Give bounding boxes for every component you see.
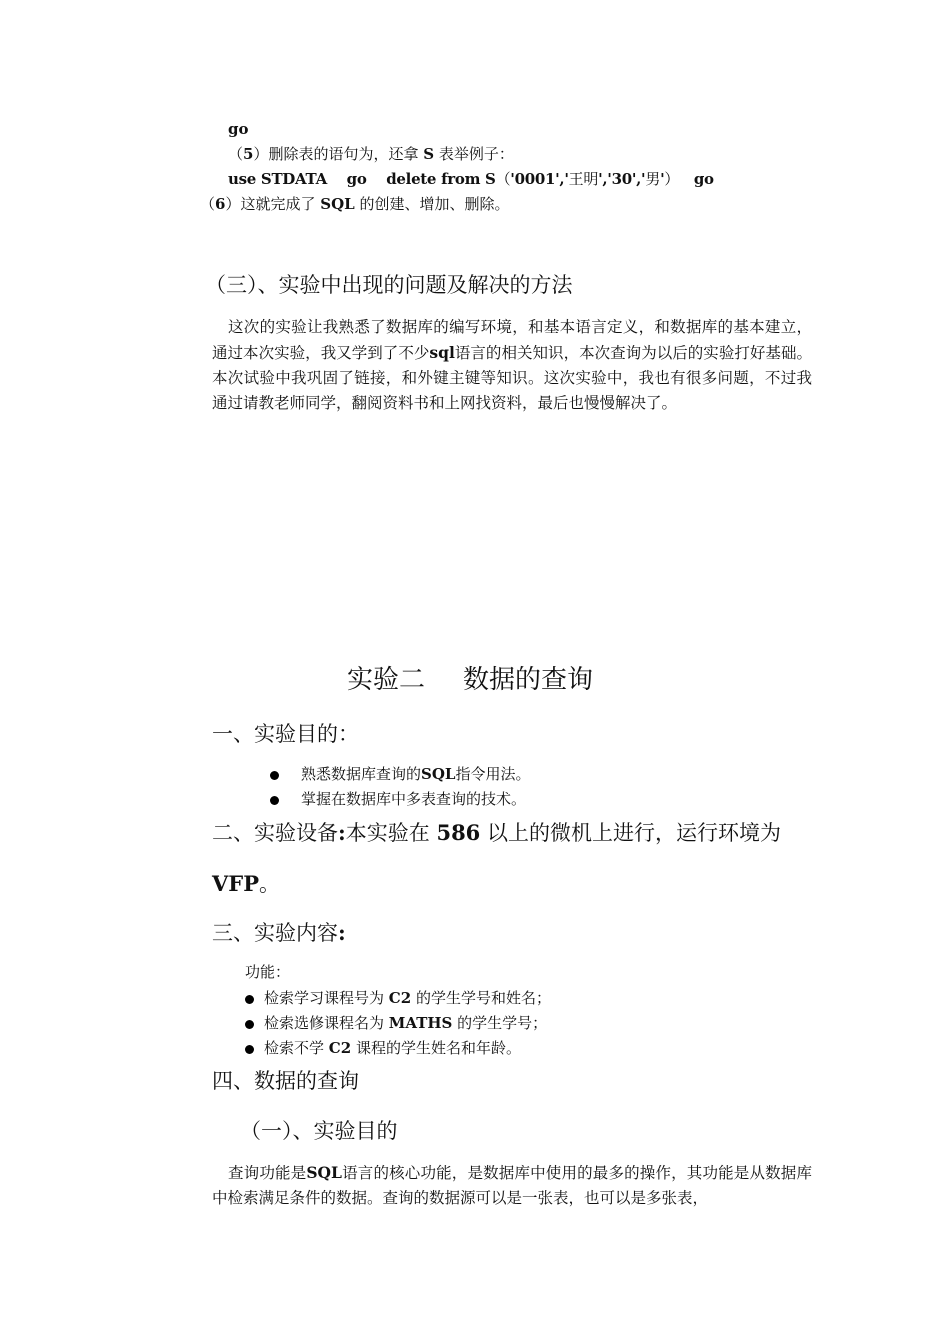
function-item-1: 检索学习课程号为 C2 的学生学号和姓名；	[245, 988, 551, 1008]
bullet-icon	[245, 1020, 254, 1029]
step-5-text-a: 删除表的语句为，还拿	[268, 145, 419, 163]
code-args-a: '0001','	[510, 170, 569, 188]
section-3-bold: sql	[429, 343, 455, 362]
function-item-2: 检索选修课程名为 MATHS 的学生学号；	[245, 1013, 547, 1033]
purpose-item-2: 掌握在数据库中多表查询的技术。	[270, 789, 526, 809]
code-go-2: go	[693, 170, 714, 188]
experiment-title	[347, 663, 593, 697]
query-subheading: （一）、实验目的	[240, 1119, 398, 1143]
bullet-icon	[245, 1045, 254, 1054]
experiment-title-a: 实验二	[347, 665, 426, 695]
step-5-text-b: 表举例子：	[438, 145, 514, 163]
query-heading: 四、数据的查询	[212, 1069, 359, 1093]
step-5-number: 5	[243, 145, 254, 163]
content-heading: 三、实验内容:	[212, 920, 346, 945]
section-3-text-a: 这次的实验让我熟悉了数据库的编写环境，和基本语言定义，和数据库的基本建立，通过本次实验，我又学到了不少	[212, 318, 812, 362]
go-line: go	[228, 120, 249, 138]
equipment-line-2: VFP。	[212, 871, 280, 896]
code-use: use STDATA	[228, 170, 327, 188]
step-6-text-b: 的创建、增加、删除。	[359, 195, 510, 213]
bullet-icon	[245, 995, 254, 1004]
step-5-bold: S	[423, 145, 435, 163]
equipment-line: 二、实验设备:本实验在 586 以上的微机上进行，运行环境为	[212, 820, 781, 845]
purpose-heading: 一、实验目的：	[212, 722, 359, 746]
step-6-number: 6	[215, 195, 226, 213]
section-3-heading: （三）、实验中出现的问题及解决的方法	[205, 273, 573, 297]
section-3-paragraph	[212, 315, 812, 416]
code-name: 王明	[568, 170, 599, 188]
experiment-title-b: 数据的查询	[463, 665, 594, 695]
step-6-text-a: 这就完成了	[240, 195, 316, 213]
code-delete: delete from S	[386, 170, 496, 188]
code-go-1: go	[346, 170, 367, 188]
step-6-bold: SQL	[320, 195, 355, 213]
step-5-line	[228, 144, 514, 164]
query-paragraph: 查询功能是SQL语言的核心功能，是数据库中使用的最多的操作，其功能是从数据库中检索满足条件的数据。查询的数据源可以是一张表，也可以是多张表，	[212, 1163, 812, 1207]
section-3-text-b: 语言的相关知识，本次查询为以后的实验打好基础。本次试验中我巩固了链接，和外键主键等知识。这次实验中，我也有很多问题，不过我通过请教老师同学，翻阅资料书和上网找资料，最后也慢慢解决了。	[212, 344, 812, 412]
delete-code-line: use STDATA go delete from S（'0001','王明','30','男'） go	[228, 170, 714, 188]
bullet-icon	[270, 771, 279, 780]
code-args-c: '	[660, 170, 665, 188]
function-item-3: 检索不学 C2 课程的学生姓名和年龄。	[245, 1038, 521, 1058]
paren-open: （	[228, 145, 244, 163]
bullet-icon	[270, 796, 279, 805]
function-label: 功能：	[245, 963, 291, 981]
code-args-b: ','30','	[598, 170, 646, 188]
code-sex: 男	[645, 170, 661, 188]
step-6-line: （6）这就完成了 SQL 的创建、增加、删除。	[200, 195, 510, 213]
purpose-item-1: 熟悉数据库查询的SQL指令用法。	[270, 764, 530, 784]
paren-close: ）	[253, 145, 269, 163]
